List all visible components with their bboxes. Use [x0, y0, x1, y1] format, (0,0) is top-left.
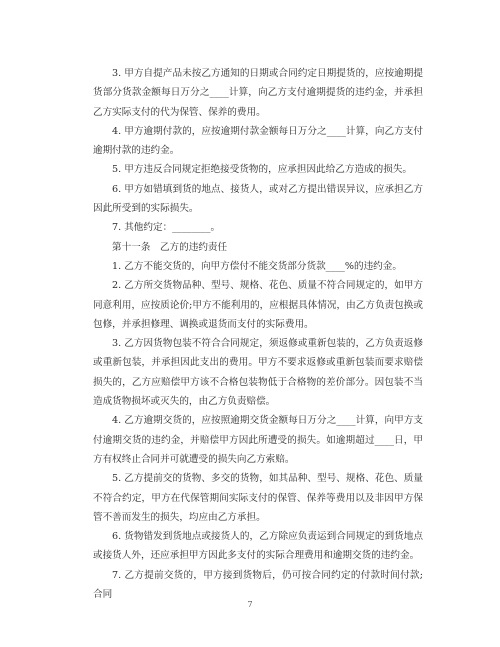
- document-body: [93, 64, 423, 604]
- clause-10-item-5: 5. 甲方违反合同规定拒绝接受货物的，应承担因此给乙方造成的损失。: [112, 164, 413, 176]
- clause-11-item-3: 3. 乙方因货物包装不符合合同规定，须返修或重新包装的，乙方负责返修或重新包装，并承担因此支出的费用。甲方不要求返修或重新包装而要求赔偿损失的，乙方应赔偿甲方该不合格包装物低于合格物的差价部分。因包装不当造成货物损坏或灭失的，由乙方负责赔偿。: [93, 338, 423, 408]
- clause-11-item-5: 5. 乙方提前交的货物、多交的货物，如其品种、型号、规格、花色、质量不符合约定，甲方在代保管期间实际支付的保管、保养等费用以及非因甲方保管不善而发生的损失，均应由乙方承担。: [93, 473, 423, 523]
- clause-11-item-7: 7. 乙方提前交货的，甲方接到货物后，仍可按合同约定的付款时间付款;合同: [93, 569, 423, 601]
- clause-11-item-2: 2. 乙方所交货物品种、型号、规格、花色、质量不符合同规定的，如甲方同意利用，应按质论价;甲方不能利用的，应根据具体情况，由乙方负责包换或包修，并承担修理、调换或退货而支付的实际费用。: [93, 280, 423, 330]
- clause-10-item-6: 6. 甲方如错填到货的地点、接货人，或对乙方提出错误异议，应承担乙方因此所受到的实际损失。: [93, 183, 423, 215]
- clause-10-item-4: 4. 甲方逾期付款的，应按逾期付款金额每日万分之____计算，向乙方支付逾期付款的违约金。: [93, 125, 423, 157]
- clause-11-item-1: 1. 乙方不能交货的，向甲方偿付不能交货部分货款____%的违约金。: [112, 260, 402, 272]
- clause-11-item-6: 6. 货物错发到货地点或接货人的，乙方除应负责运到合同规定的到货地点或接货人外，还应承担甲方因此多支付的实际合理费用和逾期交货的违约金。: [93, 531, 423, 562]
- page-number: 7: [247, 600, 253, 609]
- clause-10-item-7: 7. 其他约定：________。: [112, 222, 221, 234]
- clause-10-item-3: 3. 甲方自提产品未按乙方通知的日期或合同约定日期提货的，应按逾期提货部分货款金额每日万分之____计算，向乙方支付逾期提货的违约金，并承担乙方实际支付的代为保管、保养的费用。: [93, 68, 423, 118]
- section-heading-article-11: 第十一条 乙方的违约责任: [112, 241, 228, 253]
- clause-11-item-4: 4. 乙方逾期交货的，应按照逾期交货金额每日万分之____计算，向甲方支付逾期交货的违约金，并赔偿甲方因此所遭受的损失。如逾期超过____日，甲方有权终止合同并可就遭受的损失向乙方索赔。: [93, 415, 423, 465]
